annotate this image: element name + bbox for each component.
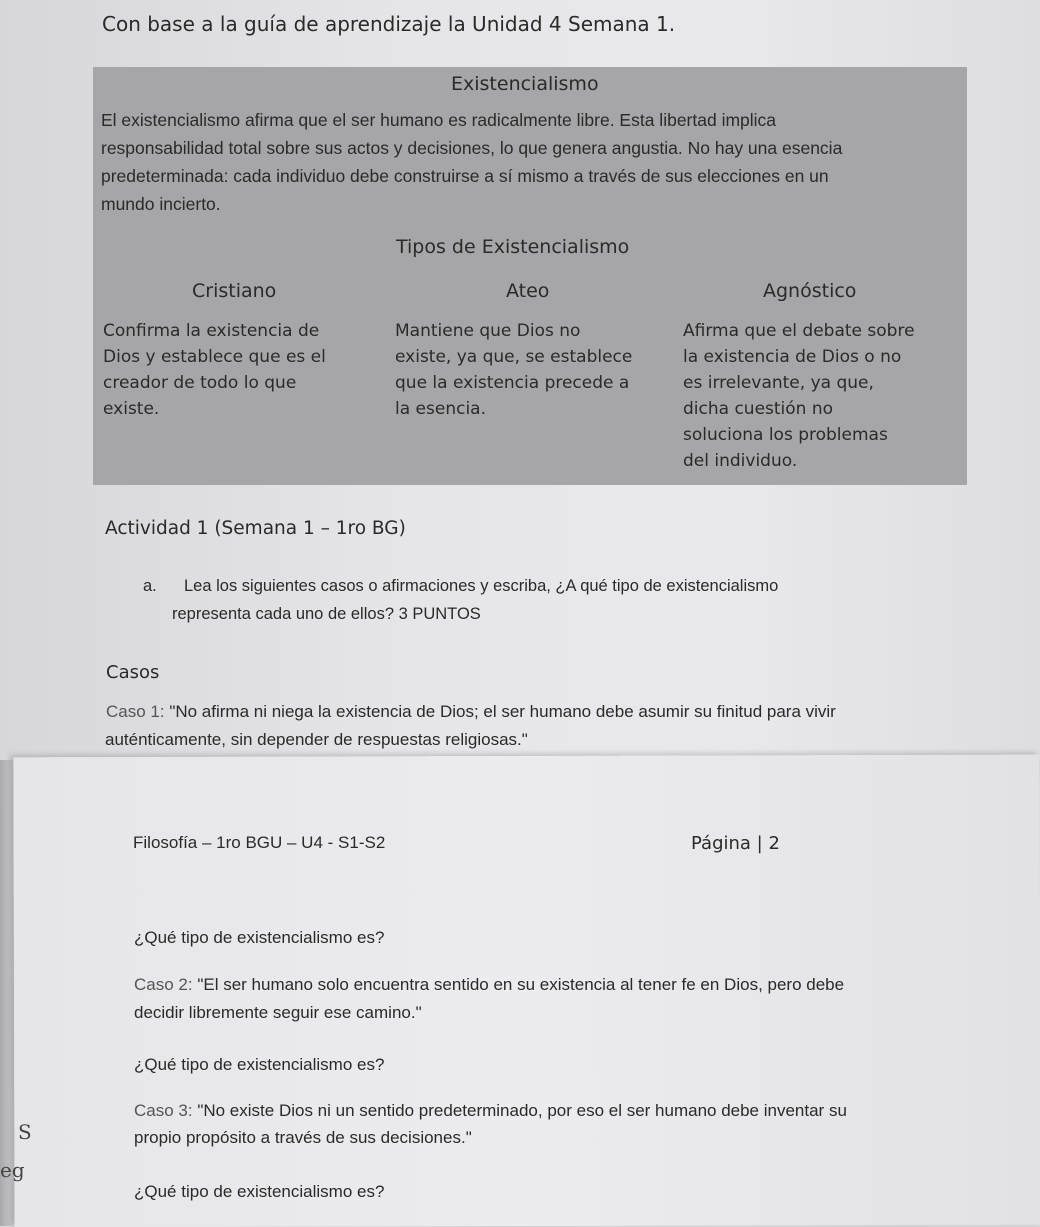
cases-heading: Casos	[106, 662, 160, 683]
intro-line: mundo incierto.	[101, 194, 221, 214]
case-2-line-2: decidir libremente seguir ese camino."	[134, 1003, 422, 1022]
footer-page-number: Página | 2	[691, 833, 780, 854]
instruction-line: Lea los siguientes casos o afirmaciones y escriba, ¿A qué tipo de existencialismo	[184, 577, 779, 595]
intro-line: predeterminada: cada individuo debe construirse a sí mismo a través de sus elecciones en un	[101, 166, 829, 186]
handwritten-mark: eg	[0, 1158, 25, 1182]
types-title: Tipos de Existencialismo	[396, 236, 630, 258]
question-1: ¿Qué tipo de existencialismo es?	[134, 928, 385, 947]
type-agnostic-title: Agnóstico	[763, 280, 857, 302]
instruction-line: representa cada uno de ellos? 3 PUNTOS	[172, 605, 481, 623]
case-1-line-1: Caso 1: "No afirma ni niega la existencia de Dios; el ser humano debe asumir su finitud para vivir	[106, 702, 836, 721]
case-2-line-1: Caso 2: "El ser humano solo encuentra sentido en su existencia al tener fe en Dios, pero debe	[134, 975, 845, 994]
type-christian-description: Confirma la existencia de Dios y establece que es el creador de todo lo que existe.	[103, 321, 326, 419]
case-3-line-1: Caso 3: "No existe Dios ni un sentido predeterminado, por eso el ser humano debe inventar su	[134, 1101, 847, 1120]
item-letter: a.	[143, 577, 157, 595]
panel-title: Existencialismo	[451, 73, 599, 95]
footer-course: Filosofía – 1ro BGU – U4 - S1-S2	[133, 833, 386, 852]
type-agnostic-description: Afirma que el debate sobre la existencia de Dios o no es irrelevante, ya que, dicha cuestión no soluciona los problemas del individuo.	[683, 321, 915, 471]
type-christian-title: Cristiano	[192, 280, 277, 302]
case-1-line-2: auténticamente, sin depender de respuestas religiosas."	[105, 730, 528, 749]
question-3: ¿Qué tipo de existencialismo es?	[134, 1182, 385, 1201]
type-atheist-description: Mantiene que Dios no existe, ya que, se establece que la existencia precede a la esencia.	[395, 321, 633, 419]
intro-line: responsabilidad total sobre sus actos y decisiones, lo que genera angustia. No hay una esencia	[101, 138, 843, 158]
handwritten-mark: S	[18, 1120, 32, 1144]
type-atheist-title: Ateo	[506, 280, 550, 302]
document-header: Con base a la guía de aprendizaje la Unidad 4 Semana 1.	[102, 12, 676, 36]
page-edge	[0, 760, 14, 1226]
intro-line: El existencialismo afirma que el ser humano es radicalmente libre. Esta libertad implica	[101, 110, 777, 130]
question-2: ¿Qué tipo de existencialismo es?	[134, 1055, 385, 1074]
activity-title: Actividad 1 (Semana 1 – 1ro BG)	[105, 518, 406, 539]
case-3-line-2: propio propósito a través de sus decisiones."	[134, 1128, 472, 1147]
